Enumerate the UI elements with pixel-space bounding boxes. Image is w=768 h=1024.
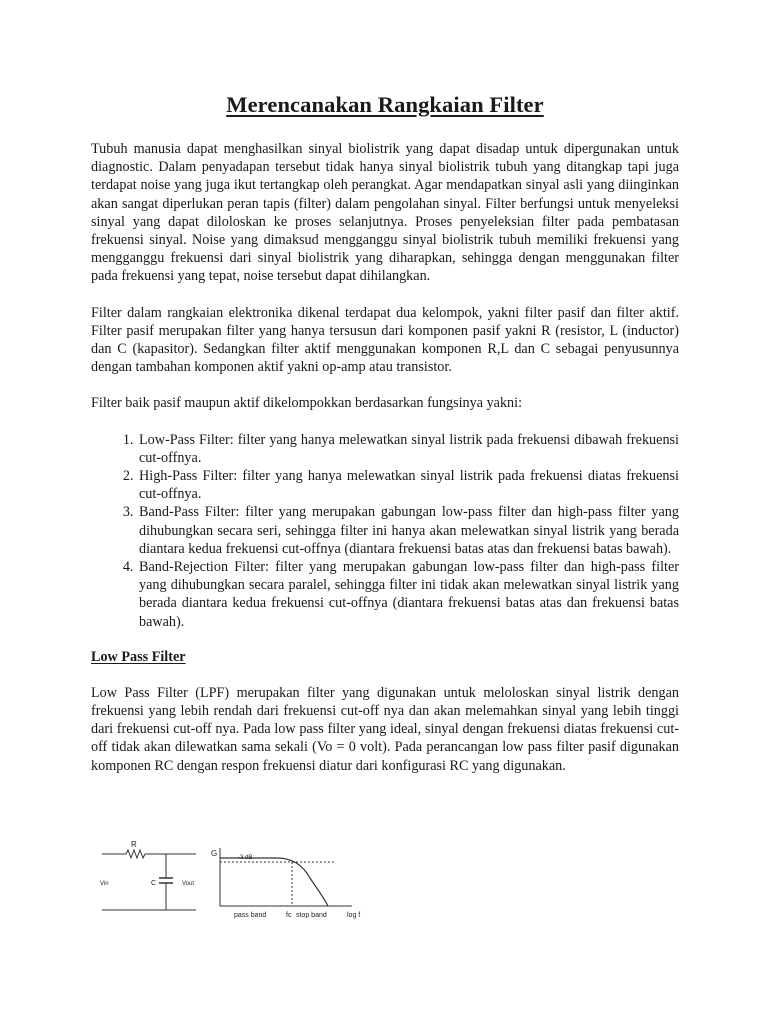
capacitor-label: C <box>151 880 157 887</box>
response-curve <box>220 858 328 906</box>
filter-groups-paragraph: Filter dalam rangkaian elektronika dikenal terdapat dua kelompok, yakni filter pasif dan filter aktif. Filter pasif merupakan filter yang hanya tersusun dari komponen pasif yakni R (resistor, L (inductor) dan C (kapasitor). Sedangkan filter aktif menggunakan komponen R,L dan C sebagai penyusunnya dengan tambahan komponen aktif yakni op-amp atau transistor. <box>91 304 679 376</box>
list-item: 4. Band-Rejection Filter: filter yang merupakan gabungan low-pass filter dan high-pass filter yang dihubungkan secara paralel, sehingga filter ini tidak akan melewatkan sinyal listrik yang berada diantara kedua frekuensi cut-offnya (diantara frekuensi batas atas dan frekuensi batas bawah). <box>137 558 679 631</box>
filter-types-intro: Filter baik pasif maupun aktif dikelompokkan berdasarkan fungsinya yakni: <box>91 395 523 412</box>
section-heading: Low Pass Filter <box>91 648 186 665</box>
intro-paragraph: Tubuh manusia dapat menghasilkan sinyal biolistrik yang dapat disadap untuk dipergunakan untuk diagnostic. Dalam penyadapan tersebut tidak hanya sinyal biolistrik tubuh yang ditangkap tapi juga terdapat noise yang juga ikut tertangkap oleh perangkat. Agar mendapatkan sinyal asli yang diinginkan akan sangat diperlukan peran tapis (filter) dalam pengolahan sinyal. Filter berfungsi untuk menyeleksi sinyal yang dapat diloloskan ke proses selanjutnya. Proses penyeleksian filter pada pembatasan frekuensi sinyal. Noise yang dimaksud mengganggu sinyal biolistrik tubuh memiliki frekuensi yang mengganggu frekuensi dari sinyal biolistrik yang diharapkan, sehingga dengan menggunakan filter pada frekuensi yang tepat, noise tersebut dapat dihilangkan. <box>91 141 679 285</box>
pass-band-label: pass band <box>234 912 267 919</box>
list-item: 2. High-Pass Filter: filter yang hanya melewatkan sinyal listrik pada frekuensi diatas frekuensi cut-offnya. <box>137 467 679 503</box>
figure-drawing <box>96 838 376 923</box>
cutoff-level-label: -3 dB <box>238 855 253 861</box>
list-item: 1. Low-Pass Filter: filter yang hanya melewatkan sinyal listrik pada frekuensi dibawah frekuensi cut-offnya. <box>137 431 679 467</box>
document-body <box>91 92 679 793</box>
stop-band-label: stop band <box>296 912 327 919</box>
input-voltage-label: Vin <box>100 881 109 887</box>
frequency-axis-label: log f <box>347 912 361 919</box>
filter-types-list <box>91 431 679 631</box>
low-pass-filter-figure <box>96 838 376 923</box>
output-voltage-label: Vout <box>182 881 195 887</box>
document-title: Merencanakan Rangkaian Filter <box>226 92 544 117</box>
section-paragraph: Low Pass Filter (LPF) merupakan filter yang digunakan untuk meloloskan sinyal listrik dengan frekuensi yang lebih rendah dari frekuensi cut-off nya dan akan melemahkan sinyal yang lebih tinggi dari frekuensi cut-off nya. Pada low pass filter yang ideal, sinyal dengan frekuensi diatas frekuensi cut-off tidak akan dilewatkan sama sekali (Vo = 0 volt). Pada perancangan low pass filter pasif digunakan komponen RC dengan respon frekuensi diatur dari konfigurasi RC yang digunakan. <box>91 684 679 774</box>
rc-circuit-diagram <box>102 850 196 910</box>
resistor-label: R <box>131 840 137 849</box>
list-item: 3. Band-Pass Filter: filter yang merupakan gabungan low-pass filter dan high-pass filter yang dihubungkan secara seri, sehingga filter ini hanya akan melewatkan sinyal listrik yang berada diantara kedua frekuensi cut-offnya (diantara frekuensi batas atas dan frekuensi batas bawah). <box>137 503 679 558</box>
cutoff-frequency-label: fc <box>286 912 292 919</box>
gain-axis-label: G <box>211 849 218 858</box>
resistor-symbol <box>126 850 145 858</box>
